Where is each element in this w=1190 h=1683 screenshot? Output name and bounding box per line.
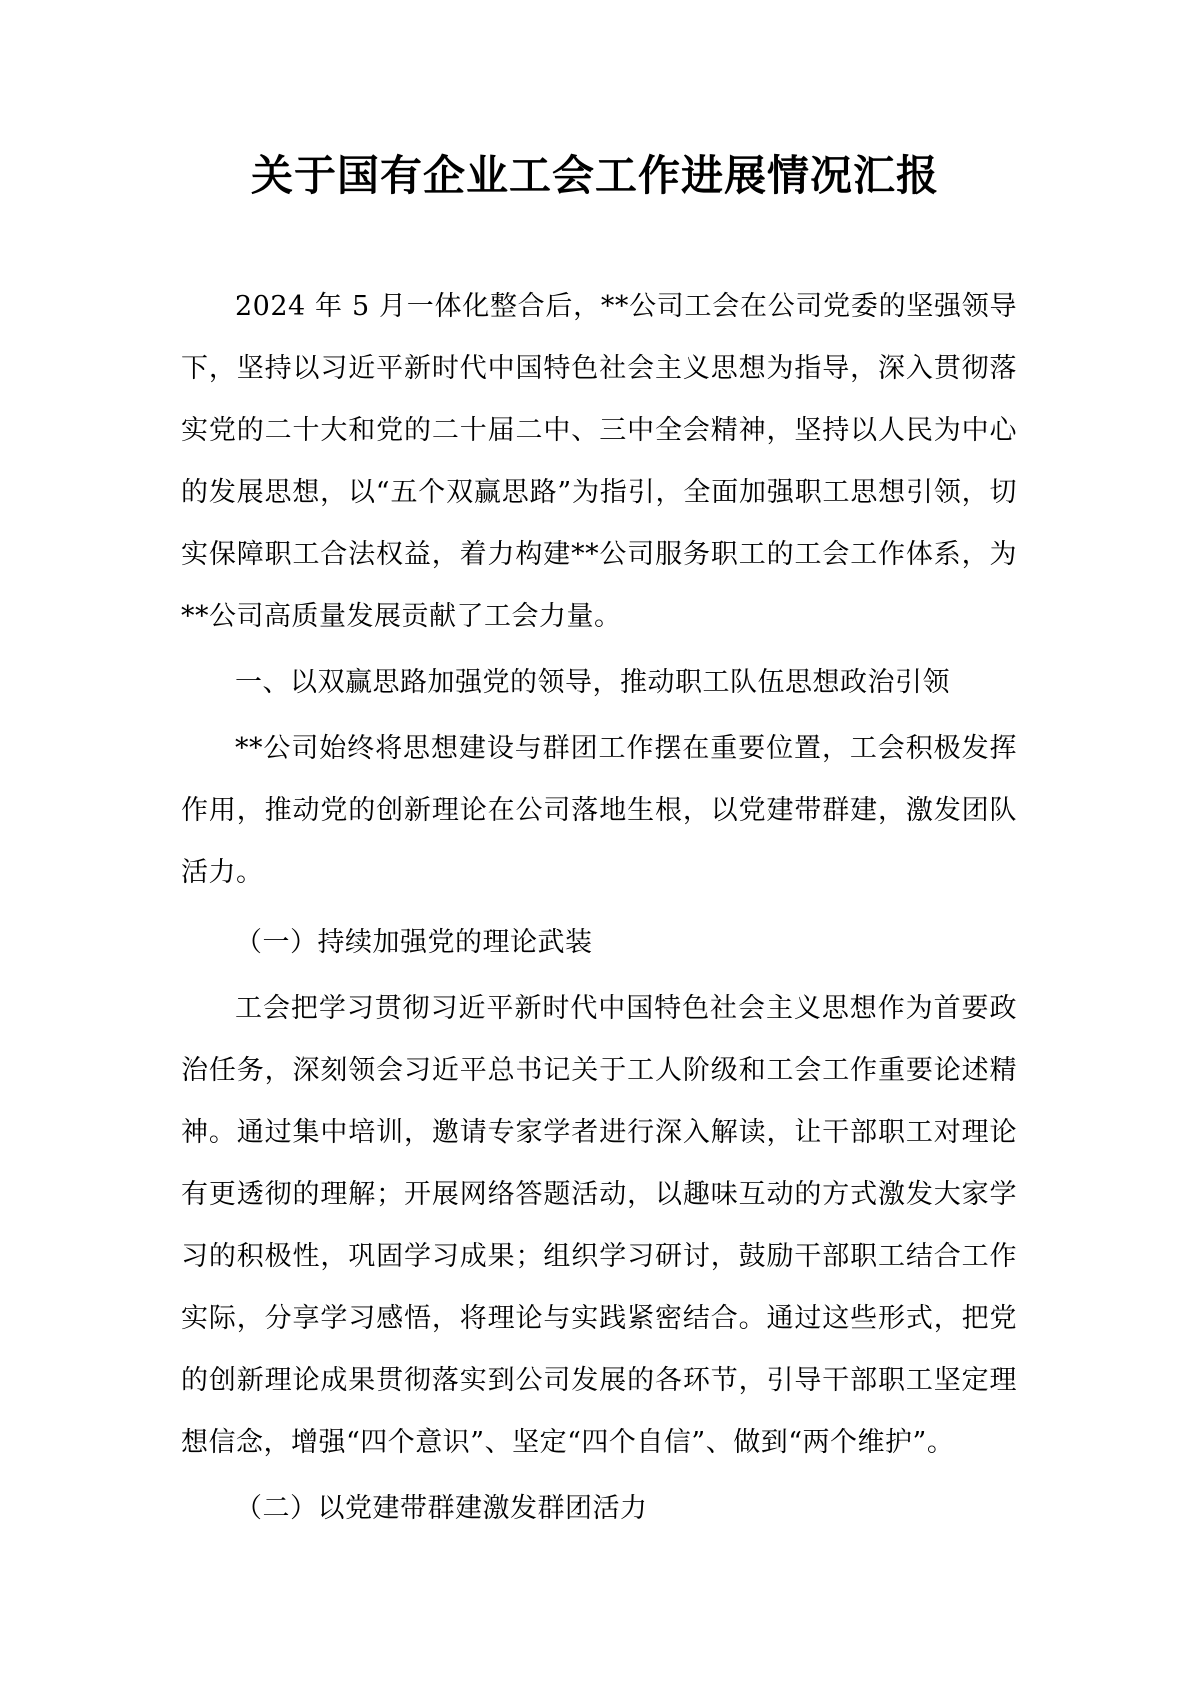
- document-body: [181, 276, 1017, 1540]
- document-title: 关于国有企业工会工作进展情况汇报: [250, 151, 939, 200]
- intro-paragraph: 2024 年 5 月一体化整合后，**公司工会在公司党委的坚强领导下，坚持以习近平新时代中国特色社会主义思想为指导，深入贯彻落实党的二十大和党的二十届二中、三中全会精神，坚持以人民为中心的发展思想，以“五个双赢思路”为指引，全面加强职工思想引领，切实保障职工合法权益，着力构建**公司服务职工的工会工作体系，为**公司高质量发展贡献了工会力量。: [181, 291, 1017, 632]
- section-1-paragraph: **公司始终将思想建设与群团工作摆在重要位置，工会积极发挥作用，推动党的创新理论在公司落地生根，以党建带群建，激发团队活力。: [181, 733, 1017, 888]
- subsection-1-heading: （一）持续加强党的理论武装: [235, 927, 593, 958]
- subsection-2-heading: （二）以党建带群建激发群团活力: [235, 1493, 648, 1524]
- subsection-1-paragraph: 工会把学习贯彻习近平新时代中国特色社会主义思想作为首要政治任务，深刻领会习近平总书记关于工人阶级和工会工作重要论述精神。通过集中培训，邀请专家学者进行深入解读，让干部职工对理论有更透彻的理解；开展网络答题活动，以趣味互动的方式激发大家学习的积极性，巩固学习成果；组织学习研讨，鼓励干部职工结合工作实际，分享学习感悟，将理论与实践紧密结合。通过这些形式，把党的创新理论成果贯彻落实到公司发展的各环节，引导干部职工坚定理想信念，增强“四个意识”、坚定“四个自信”、做到“两个维护”。: [181, 993, 1017, 1458]
- section-1-heading: 一、以双赢思路加强党的领导，推动职工队伍思想政治引领: [235, 667, 950, 698]
